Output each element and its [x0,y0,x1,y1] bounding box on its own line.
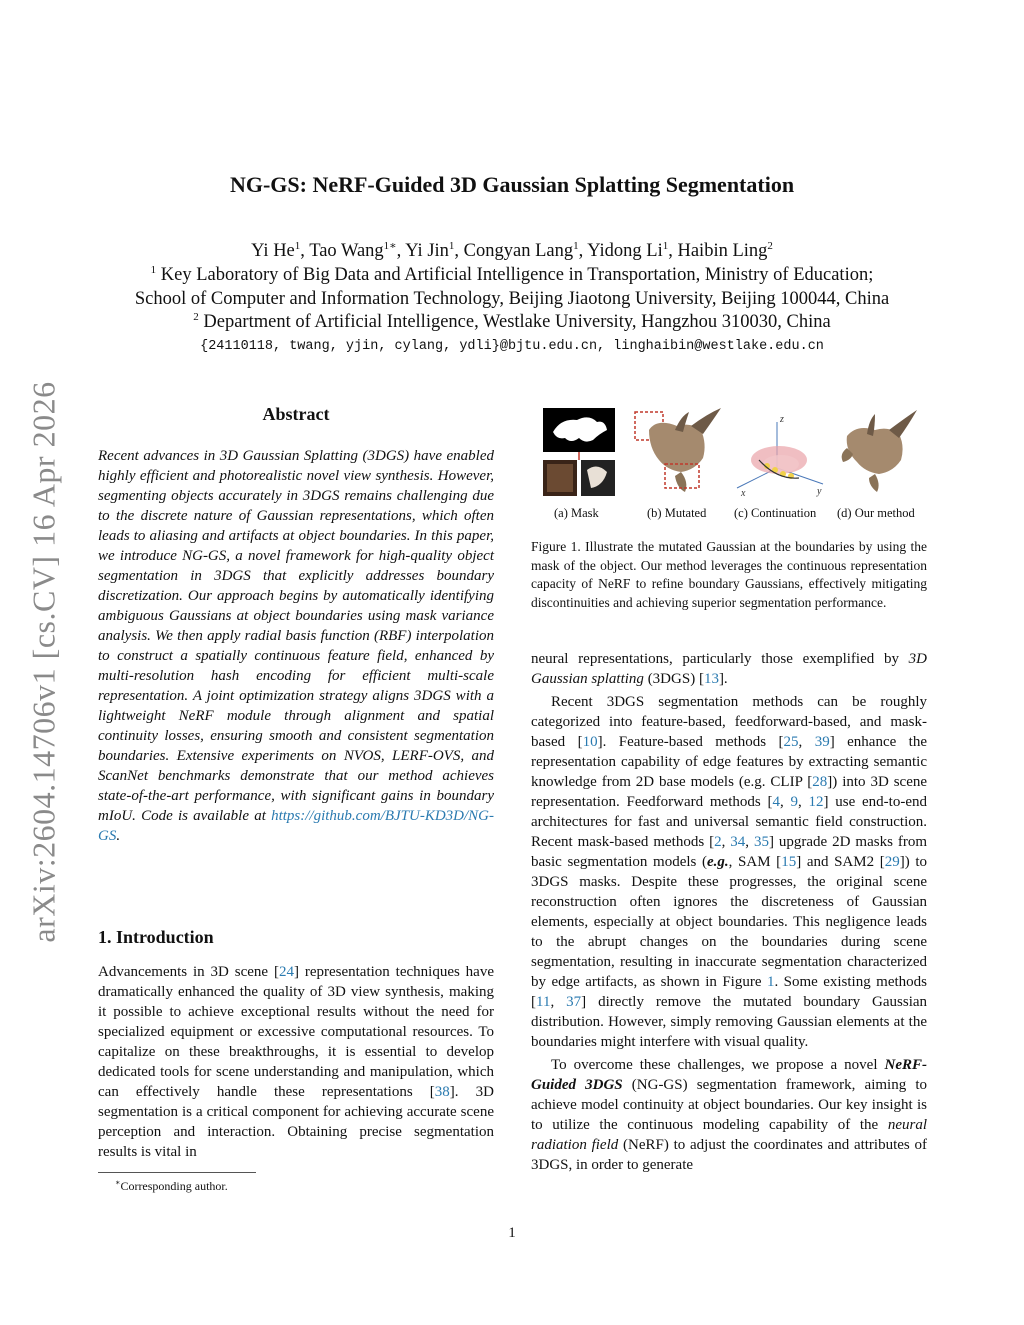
author-name: Yi He [251,241,295,261]
figure-caption: Figure 1. Illustrate the mutated Gaussian at the boundaries by using the mask of the object. Our method leverages the continuous representation capacity of NeRF to refine boundary Gaussians, effectively mitigating discontinuities and achieving superior segmentation performance. [531,539,927,610]
footnote-mark: ∗ [115,1178,121,1187]
paragraph: neural representations, particularly those exemplified by 3D Gaussian splatting (3DGS) [13]. [531,651,927,687]
figure-sublabel-a: (a) Mask [554,506,599,520]
citation-link[interactable]: 2 [714,834,722,850]
text: use end-to-end architectures for fast and universal semantic field construction. Recent mask-based methods [531,794,927,850]
code-link[interactable]: https://github.com/BJTU-KD3D/NG-GS [98,808,494,844]
text: To overcome these challenges, we propose a novel [551,1057,878,1073]
citation-link[interactable]: 28 [812,774,828,790]
figure-sublabel-d: (d) Our method [837,506,915,520]
text: and SAM2 [806,854,875,870]
text: Advancements in 3D scene [98,964,269,980]
axis-label-y: y [817,486,822,497]
author-list: Yi He$^1$, Tao Wang$^{1∗}$, Yi Jin$^1$, Congyan Lang$^1$, Yidong Li$^1$, Haibin Ling$^2$ [251,240,773,261]
citation-link[interactable]: 10 [582,734,598,750]
text: enhance the representation capability of edge features by extracting semantic knowledge from 2D base models (e.g. CLIP [531,734,928,790]
citation-link[interactable]: 38 [434,1084,450,1100]
author-name: Congyan Lang [463,241,574,261]
citation-link[interactable]: 35 [753,834,769,850]
affil-mark: 1 [150,264,157,276]
page-number: 1 [508,1225,516,1241]
footnote [115,1178,228,1194]
paragraph: Recent 3DGS segmentation methods can be roughly categorized into feature-based, feedforward-based, and mask-based [10]. Feature-based methods [25, 39] enhance the representation capability of edge features by extracting semantic knowledge from 2D base models (e.g. CLIP [28]) into 3D scene representation. Feedforward methods [4, 9, 12] use end-to-end architectures for fast and universal semantic field construction. Recent mask-based methods [2, 34, 35] upgrade 2D masks from basic segmentation models (e.g., SAM [15] and SAM2 [29]) to 3DGS masks. Despite these progresses, the original scene reconstruction often ignores the discreteness of Gaussian elements, especially at object boundaries. This negligence leads to the abrupt changes on the boundaries during scene segmentation, resulting in inaccurate segmentation characterized by edge artifacts, as shown in Figure 1. Some existing methods [11, 37] directly remove the mutated boundary Gaussian distribution. However, simply removing Gaussian elements at the boundaries might interfere with visual quality. [531,694,928,1050]
author-affil-mark: 1 [573,240,579,252]
citation-link[interactable]: 15 [781,854,797,870]
axis-label-x: x [741,488,746,499]
text: neural radiation field [531,1117,928,1153]
author-name: Yi Jin [405,241,449,261]
citation-link[interactable]: 11 [536,994,551,1010]
text: neural representations, particularly those exemplified by [531,651,899,667]
author-affil-mark: 2 [767,240,773,252]
text: NeRF-Guided 3DGS [531,1057,928,1093]
author-affil-mark: 1 [662,240,669,252]
text: (NG-GS) segmentation framework, aiming to achieve model continuity at object boundaries. Our key insight is to utilize the continuous modeling capability of the [531,1077,927,1133]
text: directly remove the mutated boundary Gaussian distribution. However, simply removing Gaussian elements at the boundaries might interfere with visual quality. [531,994,928,1050]
citation-link[interactable]: 4 [772,794,780,810]
author-affil-mark: 1 [448,240,455,252]
figure-reference-link[interactable]: 1 [766,974,775,990]
author-emails: {24110118, twang, yjin, cylang, ydli}@bjtu.edu.cn, linghaibin@westlake.edu.cn [200,339,824,354]
paragraph [531,1055,927,1175]
abstract-body [98,446,494,846]
affiliation-1 [0,264,1024,287]
text: ) to 3DGS masks. Despite these progresses, the original scene reconstruction often ignores the discreteness of Gaussian elements, especially at object boundaries. This negligence leads to the abrupt changes on the boundaries during scene segmentation, resulting in inaccurate segmentation characterized by edge artifacts, as shown in Figure [531,854,928,990]
footnote-divider [98,1172,256,1173]
citation-link[interactable]: 37 [566,994,582,1010]
right-column-body [531,649,927,1175]
affil-mark: 2 [193,311,199,323]
text: upgrade 2D masks from basic segmentation models ( [531,834,928,870]
text: (NeRF) to adjust the coordinates and attributes of 3DGS, in order to generate [531,1137,927,1173]
text: (3DGS) [647,671,696,687]
affiliation-text: Department of Artificial Intelligence, Westlake University, Hangzhou 310030, China [203,312,831,332]
arxiv-identifier: arXiv:2604.14706v1 [cs.CV] 16 Apr 2026 [25,381,62,943]
abstract-text: Recent advances in 3D Gaussian Splatting (3DGS) have enabled highly efficient and photorealistic novel view synthesis. However, segmenting objects accurately in 3DGS remains challenging due to the discrete nature of Gaussian representations, which often leads to aliasing and artifacts at object boundaries. In this paper, we introduce NG-GS, a novel framework for high-quality object segmentation in 3DGS that explicitly addresses boundary discretization. Our approach begins by automatically identifying ambiguous Gaussians at object boundaries using mask variance analysis. We then apply radial basis function (RBF) interpolation to construct a spatially continuous feature field, enhanced by multi-resolution hash encoding for efficient multi-scale representation. A joint optimization strategy aligns 3DGS with a lightweight NeRF module through alignment and spatial continuity losses, ensuring smooth and consistent segmentation boundaries. Extensive experiments on NVOS, LERF-OVS, and ScanNet benchmarks demonstrate that our method achieves state-of-the-art performance, with significant gains in boundary mIoU. Code is available at [98,448,494,824]
figure-ours-panel [842,410,917,492]
author-affil-mark: 1 [294,240,301,252]
citation-link[interactable]: 24 [278,964,294,980]
figure-mutated-panel [635,408,721,492]
figure-sublabel-c: (c) Continuation [734,506,817,520]
author-name: Tao Wang [309,241,384,261]
text: ) into 3D scene representation. Feedforward methods [531,774,928,810]
footnote-text: Corresponding author. [120,1179,228,1193]
paper-title: NG-GS: NeRF-Guided 3D Gaussian Splatting Segmentation [229,172,795,197]
text: e.g. [707,854,729,870]
affiliation-1-line-2: School of Computer and Information Technology, Beijing Jiaotong University, Beijing 100044, China [134,289,890,309]
figure-sublabel-b: (b) Mutated [647,506,707,520]
citation-link[interactable]: 13 [703,671,719,687]
citation-link[interactable]: 34 [730,834,746,850]
text: . 3D segmentation is a critical component for achieving accurate scene perception and interaction. Obtaining precise segmentation results is vital in [98,1084,494,1160]
text: . Some existing methods [774,974,927,990]
figure-mask-panel [543,408,615,496]
citation-link[interactable]: 29 [884,854,900,870]
citation-link[interactable]: 39 [814,734,830,750]
abstract-heading: Abstract [262,404,330,424]
citation-link[interactable]: 25 [783,734,799,750]
axis-label-z: z [780,414,784,425]
author-name: Haibin Ling [677,241,768,261]
text: Recent 3DGS segmentation methods can be roughly categorized into feature-based, feedforward-based, and mask-based [531,694,927,750]
author-affil-mark: 1∗ [383,240,397,252]
affiliation-2 [0,311,1024,334]
intro-paragraph: Advancements in 3D scene [24] representation techniques have dramatically enhanced the quality of 3D view synthesis, making it possible to achieve exceptional results without the need for specialized equipment or excessive computational resources. To capitalize on these breakthroughs, it is essential to develop dedicated tools for scene understanding and manipulation, which can effectively handle these representations [38]. 3D segmentation is a critical component for achieving accurate scene perception and interaction. Obtaining precise segmentation results is vital in [98,964,494,1160]
text: . Feature-based methods [602,734,767,750]
abstract-end: . [116,828,121,844]
author-name: Yidong Li [587,241,663,261]
citation-link[interactable]: 9 [790,794,798,810]
section-heading-introduction: 1. Introduction [98,927,214,947]
affiliation-text: Key Laboratory of Big Data and Artificial Intelligence in Transportation, Ministry of Education; [160,265,874,285]
text: , SAM [728,854,771,870]
text: 3D Gaussian splatting [531,651,927,687]
figure-continuation-panel [737,414,823,499]
text: representation techniques have dramatically enhanced the quality of 3D view synthesis, making it possible to achieve exceptional results without the need for specialized equipment or excessive computational resources. To capitalize on these breakthroughs, it is essential to develop dedicated tools for scene understanding and manipulation, which can effectively handle these representations [98,964,494,1100]
citation-link[interactable]: 12 [808,794,824,810]
